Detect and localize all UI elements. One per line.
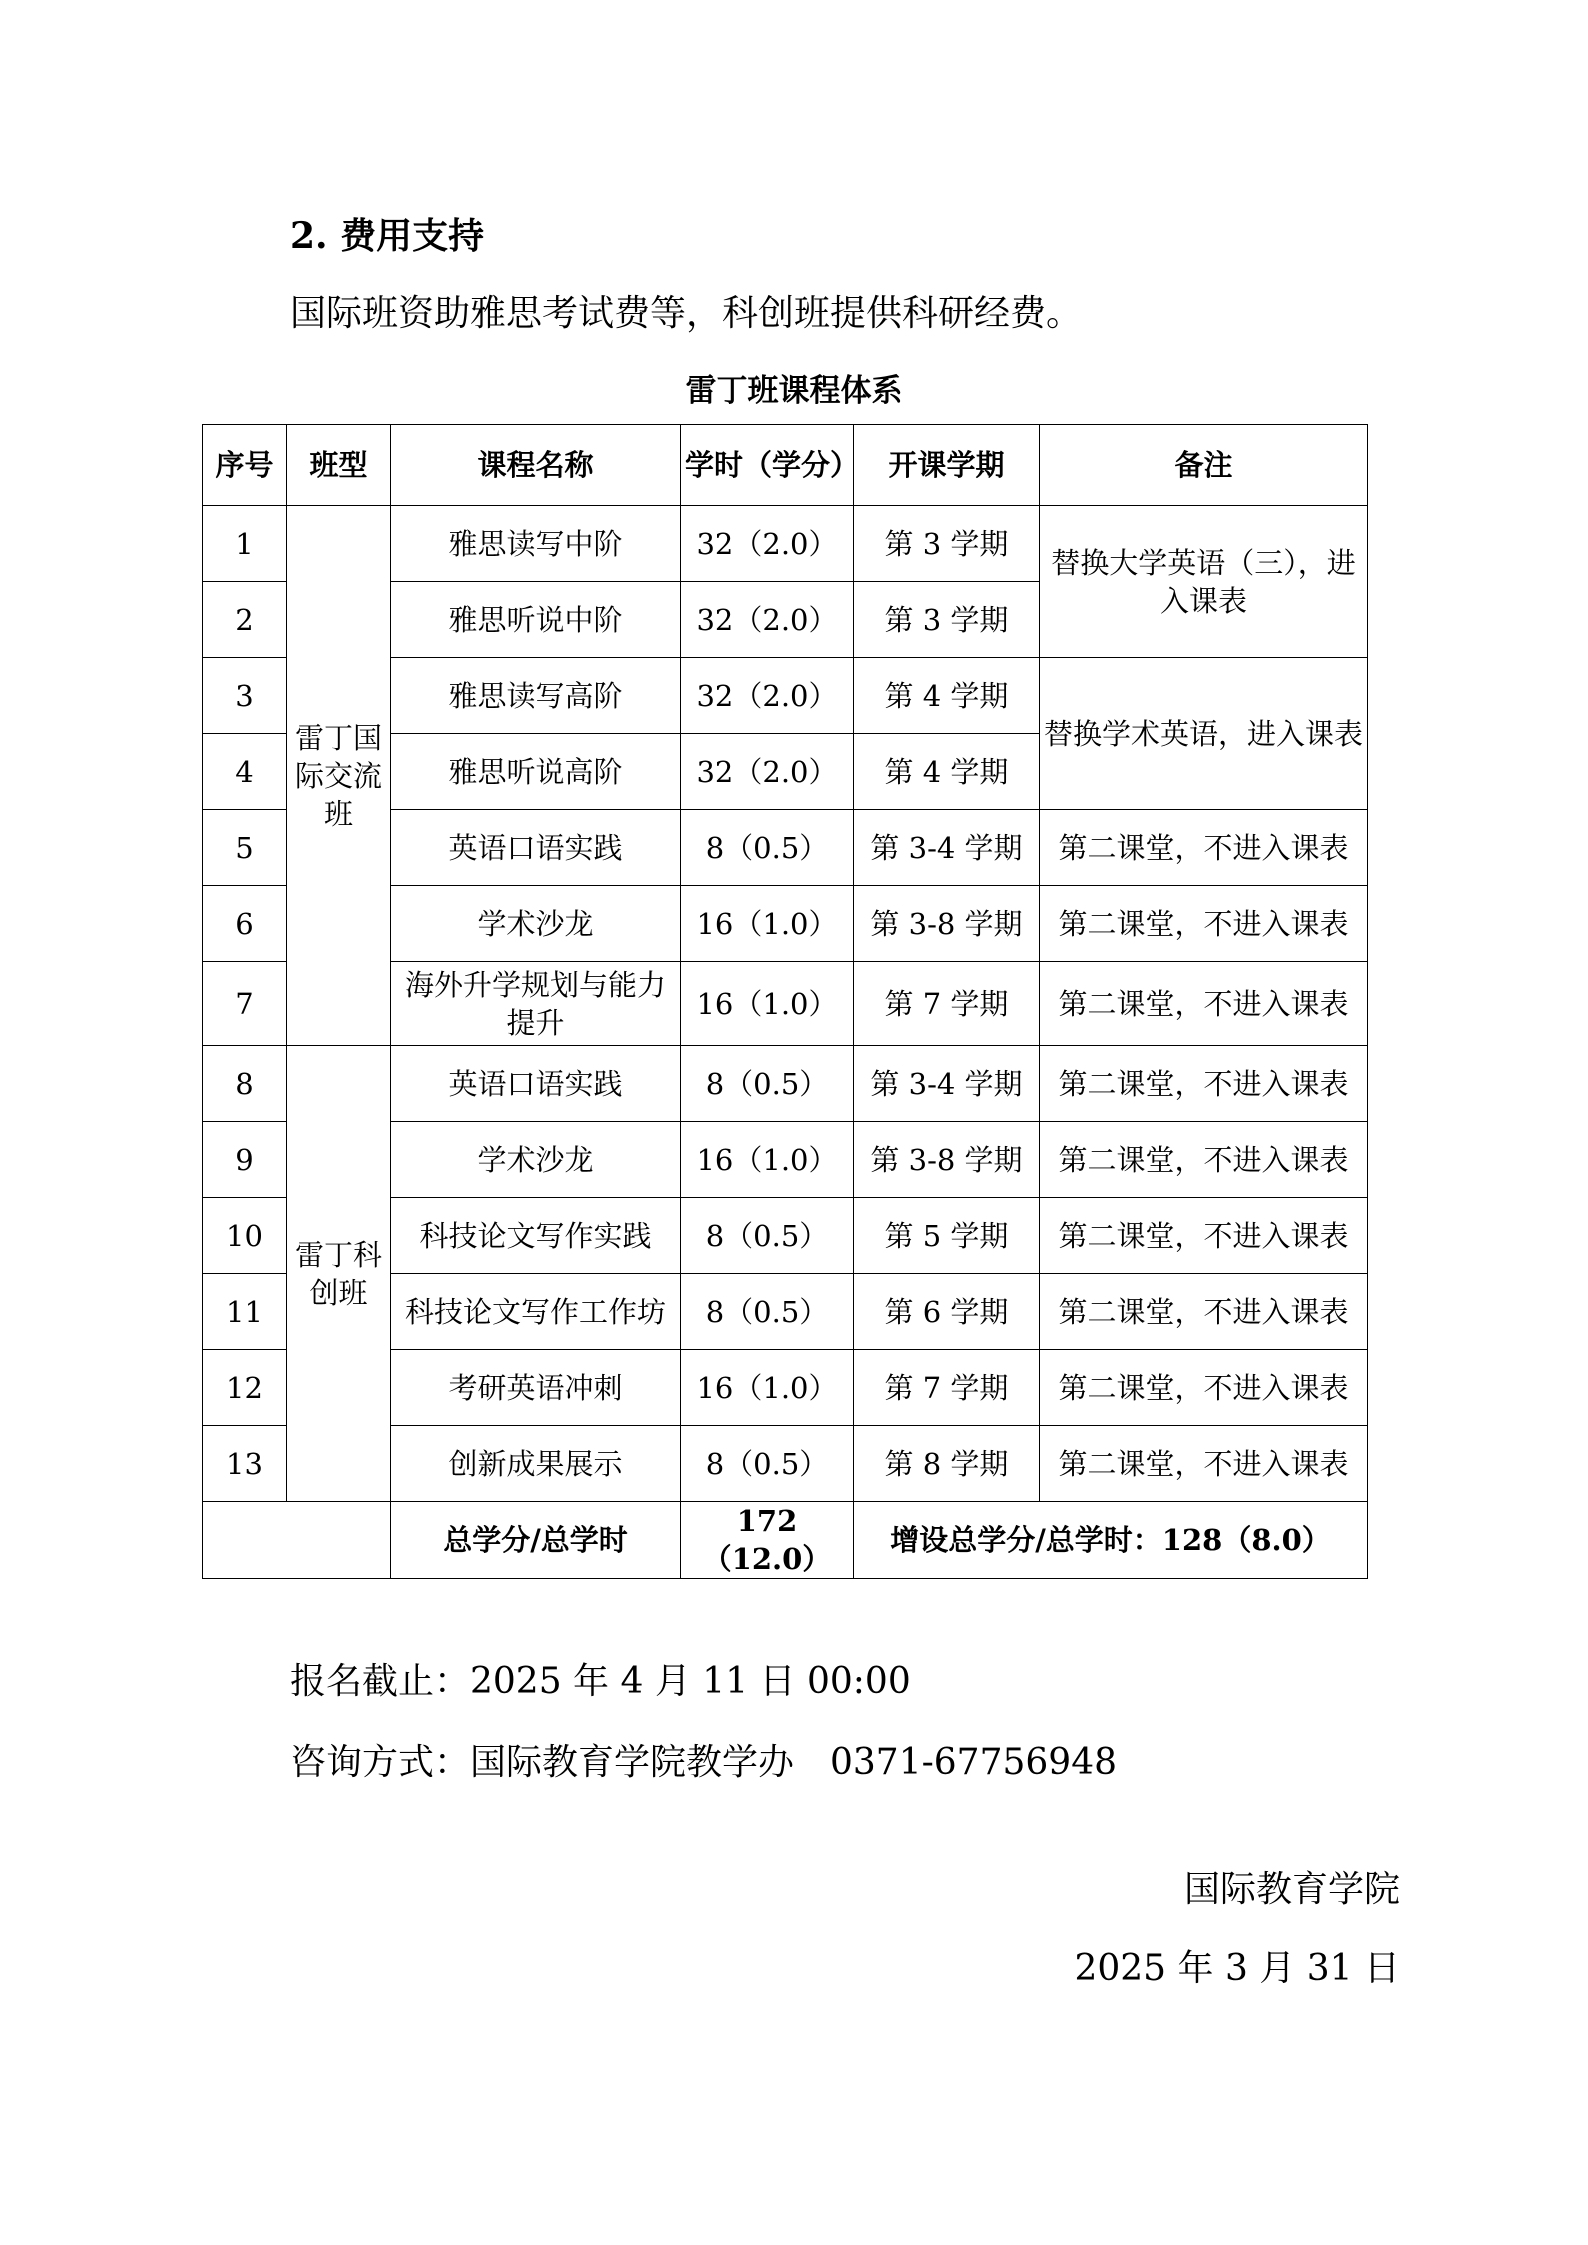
- course-name: 英语口语实践: [391, 1046, 681, 1122]
- header-cell: 备注: [1040, 425, 1368, 506]
- course-name: 考研英语冲刺: [391, 1350, 681, 1426]
- course-hours: 16（1.0）: [681, 886, 854, 962]
- course-term: 第 3-8 学期: [854, 1122, 1040, 1198]
- course-hours: 8（0.5）: [681, 810, 854, 886]
- row-index: 6: [203, 886, 287, 962]
- course-name: 雅思听说高阶: [391, 734, 681, 810]
- course-hours: 32（2.0）: [681, 582, 854, 658]
- table-row: [203, 506, 1368, 582]
- course-term: 第 6 学期: [854, 1274, 1040, 1350]
- row-index: 9: [203, 1122, 287, 1198]
- course-note: 第二课堂，不进入课表: [1040, 886, 1368, 962]
- row-index: 12: [203, 1350, 287, 1426]
- table-row: [203, 1046, 1368, 1122]
- course-name: 科技论文写作工作坊: [391, 1274, 681, 1350]
- header-cell: 开课学期: [854, 425, 1040, 506]
- row-index: 8: [203, 1046, 287, 1122]
- group-cell: 雷丁国际交流班: [287, 506, 391, 1046]
- row-index: 3: [203, 658, 287, 734]
- course-hours: 16（1.0）: [681, 962, 854, 1046]
- course-note: 第二课堂，不进入课表: [1040, 1122, 1368, 1198]
- course-hours: 8（0.5）: [681, 1274, 854, 1350]
- course-hours: 16（1.0）: [681, 1122, 854, 1198]
- contact-info: 咨询方式：国际教育学院教学办 0371-67756948: [290, 1742, 1118, 1783]
- registration-deadline: 报名截止：2025 年 4 月 11 日 00:00: [290, 1661, 911, 1702]
- course-hours: 8（0.5）: [681, 1426, 854, 1502]
- row-index: 7: [203, 962, 287, 1046]
- header-cell: 学时（学分）: [681, 425, 854, 506]
- course-term: 第 7 学期: [854, 1350, 1040, 1426]
- course-name: 雅思读写高阶: [391, 658, 681, 734]
- course-term: 第 8 学期: [854, 1426, 1040, 1502]
- total-added: 增设总学分/总学时：128（8.0）: [854, 1502, 1368, 1579]
- course-name: 雅思读写中阶: [391, 506, 681, 582]
- course-note: 第二课堂，不进入课表: [1040, 1046, 1368, 1122]
- course-name: 海外升学规划与能力提升: [391, 962, 681, 1046]
- course-name: 学术沙龙: [391, 1122, 681, 1198]
- header-cell: 班型: [287, 425, 391, 506]
- table-header-row: [203, 425, 1368, 506]
- table-title: 雷丁班课程体系: [685, 373, 903, 409]
- row-index: 2: [203, 582, 287, 658]
- course-term: 第 3-4 学期: [854, 1046, 1040, 1122]
- course-term: 第 3 学期: [854, 506, 1040, 582]
- course-hours: 8（0.5）: [681, 1046, 854, 1122]
- row-index: 11: [203, 1274, 287, 1350]
- course-note: 第二课堂，不进入课表: [1040, 1350, 1368, 1426]
- course-hours: 32（2.0）: [681, 734, 854, 810]
- course-name: 雅思听说中阶: [391, 582, 681, 658]
- course-term: 第 7 学期: [854, 962, 1040, 1046]
- course-note: 第二课堂，不进入课表: [1040, 1426, 1368, 1502]
- row-index: 10: [203, 1198, 287, 1274]
- course-term: 第 3-4 学期: [854, 810, 1040, 886]
- course-term: 第 4 学期: [854, 734, 1040, 810]
- header-cell: 序号: [203, 425, 287, 506]
- course-name: 学术沙龙: [391, 886, 681, 962]
- course-note: 替换学术英语，进入课表: [1040, 658, 1368, 810]
- table-total-row: [203, 1502, 1368, 1579]
- course-hours: 8（0.5）: [681, 1198, 854, 1274]
- course-term: 第 5 学期: [854, 1198, 1040, 1274]
- total-label: 总学分/总学时: [391, 1502, 681, 1579]
- issue-date: 2025 年 3 月 31 日: [1074, 1948, 1400, 1989]
- group-cell: 雷丁科创班: [287, 1046, 391, 1502]
- course-name: 创新成果展示: [391, 1426, 681, 1502]
- course-table: [202, 424, 1368, 1579]
- issuing-organization: 国际教育学院: [1183, 1869, 1400, 1910]
- row-index: 13: [203, 1426, 287, 1502]
- section-heading: 2. 费用支持: [290, 215, 485, 257]
- row-index: 4: [203, 734, 287, 810]
- course-hours: 32（2.0）: [681, 506, 854, 582]
- total-value: 172（12.0）: [681, 1502, 854, 1579]
- course-term: 第 3 学期: [854, 582, 1040, 658]
- course-note: 第二课堂，不进入课表: [1040, 810, 1368, 886]
- course-hours: 16（1.0）: [681, 1350, 854, 1426]
- course-hours: 32（2.0）: [681, 658, 854, 734]
- section-paragraph: 国际班资助雅思考试费等，科创班提供科研经费。: [290, 293, 1083, 334]
- course-term: 第 4 学期: [854, 658, 1040, 734]
- header-cell: 课程名称: [391, 425, 681, 506]
- course-term: 第 3-8 学期: [854, 886, 1040, 962]
- row-index: 5: [203, 810, 287, 886]
- course-note: 替换大学英语（三），进入课表: [1040, 506, 1368, 658]
- course-name: 英语口语实践: [391, 810, 681, 886]
- course-name: 科技论文写作实践: [391, 1198, 681, 1274]
- course-note: 第二课堂，不进入课表: [1040, 962, 1368, 1046]
- course-note: 第二课堂，不进入课表: [1040, 1198, 1368, 1274]
- total-empty-cell: [203, 1502, 391, 1579]
- row-index: 1: [203, 506, 287, 582]
- course-note: 第二课堂，不进入课表: [1040, 1274, 1368, 1350]
